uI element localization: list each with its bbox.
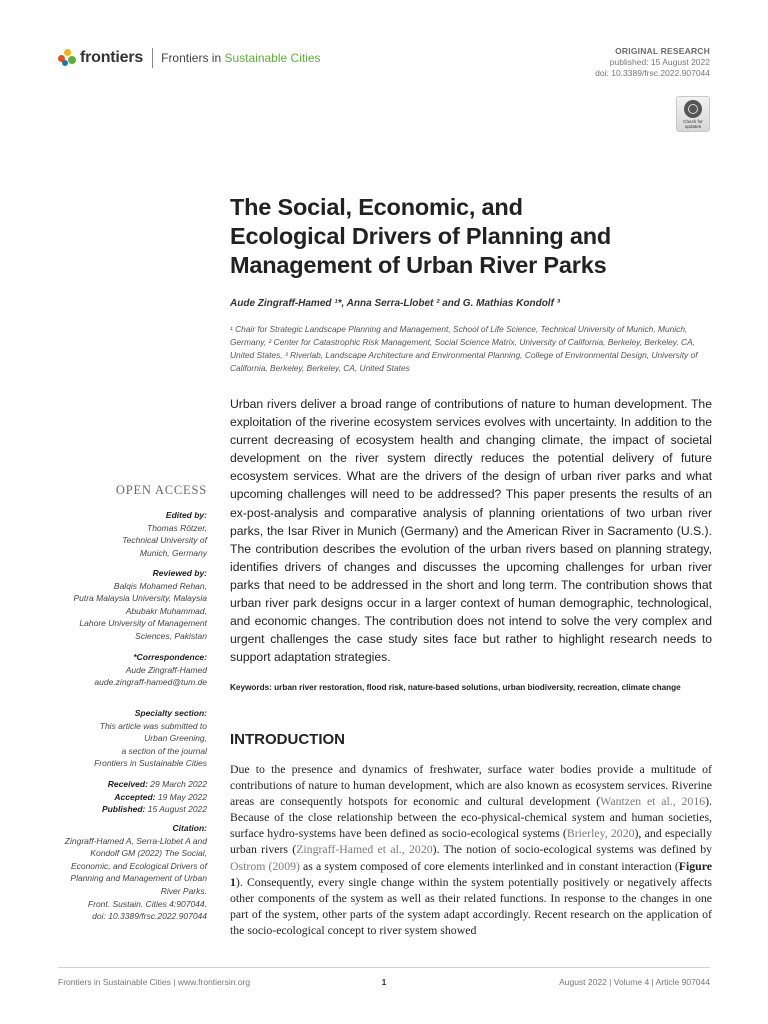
correspondence: *Correspondence: Aude Zingraff-Hamed aude.zingraff-hamed@tum.de: [40, 651, 207, 689]
dates: Received: 29 March 2022 Accepted: 19 May 2022 Published: 15 August 2022: [101, 779, 207, 815]
brand[interactable]: [58, 48, 321, 68]
citation-link[interactable]: Zingraff-Hamed et al., 2020: [296, 842, 433, 857]
citation-link[interactable]: Ostrom (2009): [230, 858, 300, 873]
published-date: published: 15 August 2022: [609, 57, 710, 67]
title-line: Management of Urban River Parks: [230, 252, 607, 278]
footer-issue-info: August 2022 | Volume 4 | Article 907044: [559, 977, 710, 987]
page-header: [58, 46, 710, 86]
title-line: The Social, Economic, and: [230, 194, 523, 220]
logo-wordmark: frontiers: [80, 49, 144, 66]
edited-by: Edited by: Thomas Rötzer, Technical University of Munich, Germany: [122, 510, 207, 558]
abstract: Urban rivers deliver a broad range of contributions of nature to human development. The exploitation of the riverine ecosystem services evolves with uncertainty. In addition to the current decreasing of ecosystem health and changing climate, the impact of societal development on the river system directly reduces the potential delivery of future ecosystem services. What are the drivers of the design of urban river parks and what upcoming challenges will need to be addressed? This paper presents the results of an ex-post-analysis and comparative analysis of planning orientations of two urban river parks, the Isar River in Munich (Germany) and the American River in Sacramento (U.S.). The contribution describes the evolution of the urban rivers based on planning strategy, identifies drivers of changes and discusses the upcoming challenges for urban river parks that need to be addressed in the short and long term. The contribution shows that urban river park designs occur in a larger context of human demographic, technological, and economic changes. The contribution does not intend to solve the very complex and urgent challenges the case study sites face but rather to highlight research needs to support adaptation strategies.: [230, 397, 712, 665]
page-number: 1: [381, 977, 387, 987]
affiliations: ¹ Chair for Strategic Landscape Planning and Management, School of Life Science, Technical University of Munich, Munich, Germany, ² Center for Catastrophic Risk Management, Social Science Matrix, University of California, Berkeley, Berkeley, CA, United States, ³ Riverlab, Landscape Architecture and Environmental Planning, College of Environmental Design, University of California, Berkeley, Berkeley, CA, United States: [230, 324, 698, 373]
introduction-text: Due to the presence and dynamics of freshwater, surface water bodies provide a multitude of contributions of nature to human development, which are also known as ecosystem services. Riverine areas are consequently hotspots for economic and cultural development (Wantzen et al., 2016). Because of the close relationship between the eco-physical-chemical system and human societies, surface hydro-systems have been defined as socio-ecological systems (Brierley, 2020), and especially urban rivers (Zingraff-Hamed et al., 2020). The notion of socio-ecological systems was defined by Ostrom (2009) as a system composed of core elements interlinked and in constant interaction (Figure 1). Consequently, every single change within the system potentially positively or negatively affects other components of the system as well as their related functions. In response to the changes in one part of the system, other parts of the system adapt accordingly. Recent research on the application of the socio-ecological concept to river system showed: [230, 762, 713, 937]
check-updates-label: Check for updates: [683, 119, 703, 129]
citation-link[interactable]: Wantzen et al., 2016: [600, 794, 706, 809]
section-heading-introduction: INTRODUCTION: [230, 731, 345, 748]
frontiers-logo-icon: [58, 49, 76, 67]
citation-link[interactable]: Brierley, 2020: [566, 826, 635, 841]
journal-prefix: Frontiers in: [161, 51, 222, 65]
doi[interactable]: doi: 10.3389/frsc.2022.907044: [595, 68, 710, 78]
keywords: Keywords: urban river restoration, flood risk, nature-based solutions, urban biodiversity, recreation, climate change: [230, 683, 681, 692]
brand-divider: [152, 48, 153, 68]
article-meta: [595, 46, 710, 79]
page-footer: [58, 967, 710, 987]
title-line: Ecological Drivers of Planning and: [230, 223, 612, 249]
journal-accent: Sustainable Cities: [224, 51, 321, 65]
footer-journal-link[interactable]: Frontiers in Sustainable Cities | www.frontiersin.org: [58, 977, 251, 987]
check-updates-icon: [684, 100, 702, 118]
check-for-updates-button[interactable]: [676, 96, 710, 132]
specialty-section: Specialty section: This article was submitted to Urban Greening, a section of the journal Frontiers in Sustainable Cities: [94, 708, 207, 769]
correspondence-email[interactable]: aude.zingraff-hamed@tum.de: [94, 677, 207, 688]
author-list: Aude Zingraff-Hamed ¹*, Anna Serra-Llobet ² and G. Mathias Kondolf ³: [230, 298, 561, 309]
journal-name: [161, 51, 320, 65]
citation: Citation: Zingraff-Hamed A, Serra-Llobet A and Kondolf GM (2022) The Social, Economic, and Ecological Drivers of Planning and Management of Urban River Parks. Front. Sustain. Cities 4:907044. doi: 10.3389/frsc.2022.907044: [64, 823, 207, 922]
reviewed-by: Reviewed by: Balqis Mohamed Rehan, Putra Malaysia University, Malaysia Abubakr Muhammad, Lahore University of Management Sciences, Pakistan: [73, 568, 207, 641]
figure-link[interactable]: Figure 1: [230, 858, 712, 889]
article-title: [230, 193, 700, 280]
article-type: ORIGINAL RESEARCH: [615, 46, 710, 56]
open-access-label: OPEN ACCESS: [115, 483, 207, 497]
